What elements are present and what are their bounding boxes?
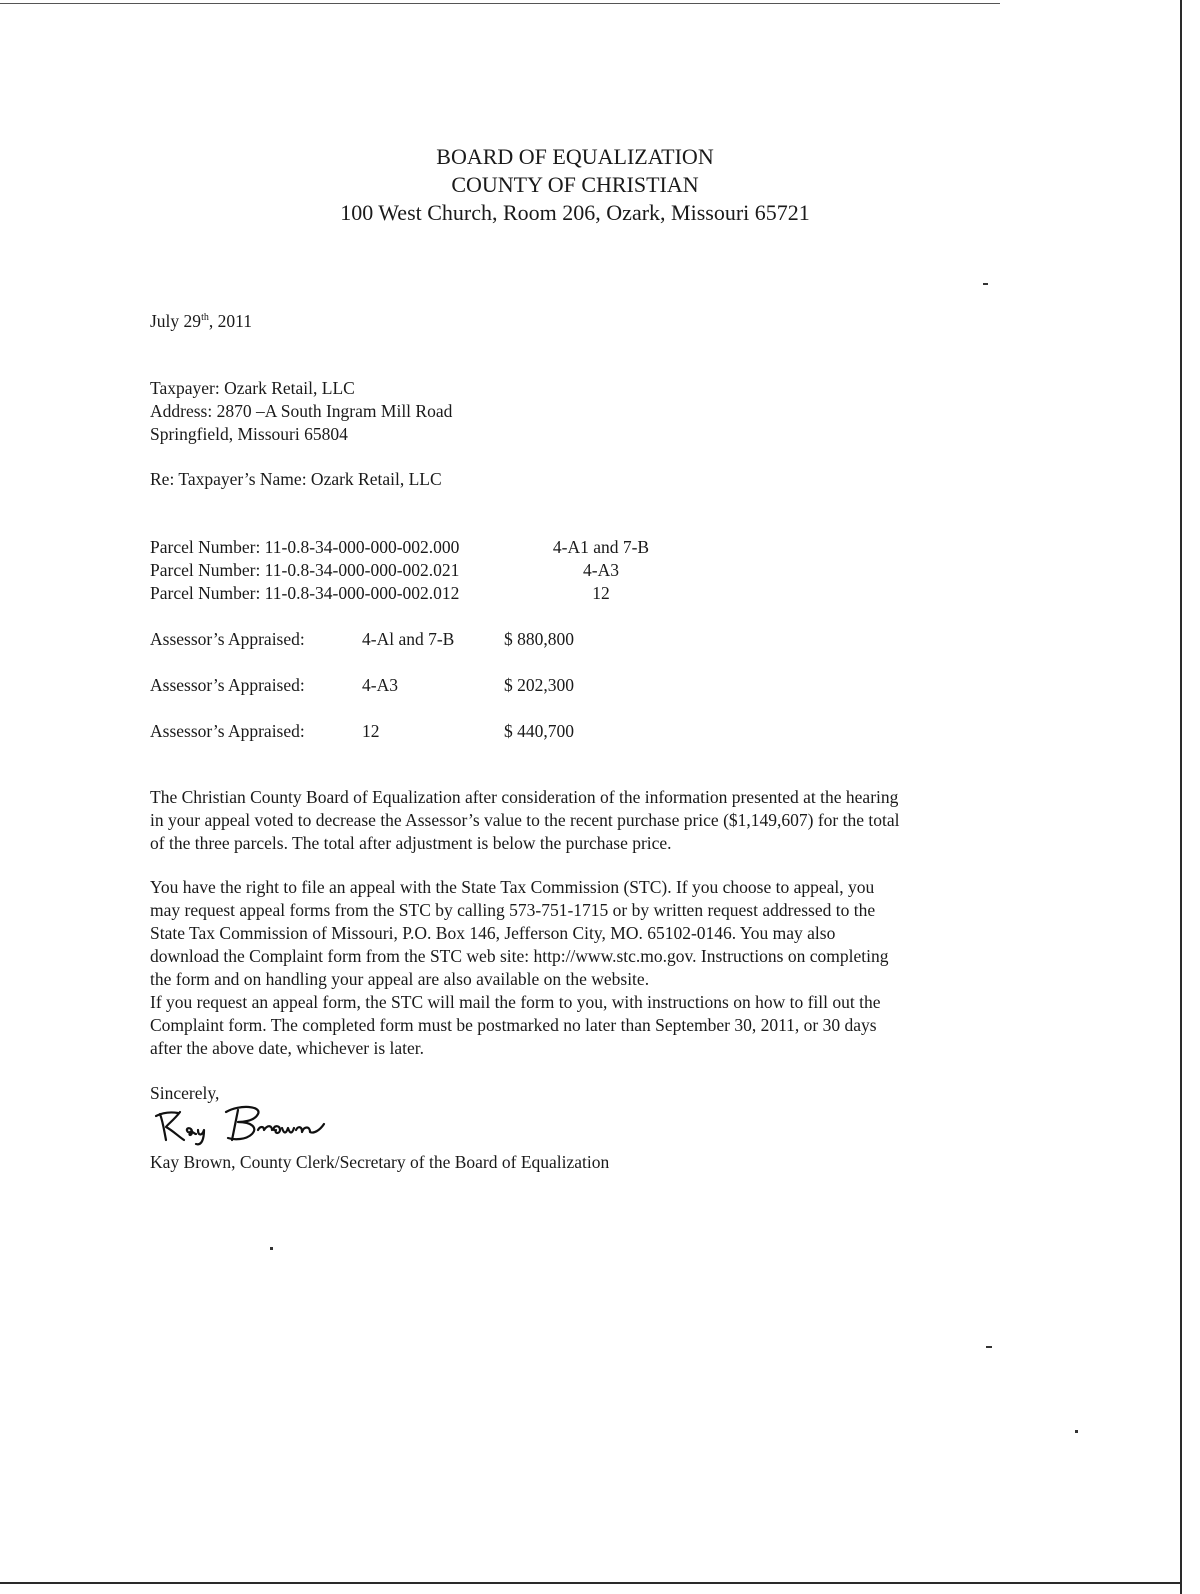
letterhead-address: 100 West Church, Room 206, Ozark, Missouri 65721 (340, 200, 810, 225)
parcel-code: 12 (592, 583, 610, 603)
re-line: Re: Taxpayer’s Name: Ozark Retail, LLC (150, 469, 442, 489)
appraisal-parcel: 4-A3 (362, 675, 398, 695)
paragraph-line: If you request an appeal form, the STC will mail the form to you, with instructions on how to fill out the (150, 992, 881, 1012)
decision-paragraph (150, 786, 1010, 855)
date-ordinal: th (201, 312, 209, 324)
parcel-number: Parcel Number: 11-0.8-34-000-000-002.021 (150, 560, 460, 580)
scan-speck (1075, 1430, 1078, 1433)
paragraph-line: after the above date, whichever is later. (150, 1038, 425, 1058)
appraisal-parcel: 4-Al and 7-B (362, 629, 455, 649)
paragraph-line: may request appeal forms from the STC by calling 573-751-1715 or by written request addressed to the (150, 900, 876, 920)
letterhead-title: BOARD OF EQUALIZATION (436, 144, 714, 169)
parcel-code: 4-A3 (583, 560, 619, 580)
parcel-code: 4-A1 and 7-B (552, 537, 650, 557)
taxpayer-name: Taxpayer: Ozark Retail, LLC (150, 378, 355, 398)
scan-edge-right (1180, 0, 1182, 1594)
appraisal-value: $ 880,800 (504, 629, 574, 649)
paragraph-line: Complaint form. The completed form must be postmarked no later than September 30, 2011, or 30 days (150, 1015, 877, 1035)
date-month-day: July 29 (150, 311, 202, 331)
letter-date (150, 310, 252, 333)
scan-speck (270, 1247, 273, 1250)
taxpayer-city: Springfield, Missouri 65804 (150, 424, 348, 444)
paragraph-line: the form and on handling your appeal are also available on the website. (150, 969, 650, 989)
parcel-row (150, 536, 710, 559)
scan-speck (983, 283, 988, 285)
paragraph-line: in your appeal voted to decrease the Assessor’s value to the recent purchase price ($1,149,607) for the total (150, 810, 900, 830)
letterhead (0, 143, 1150, 227)
paragraph-line: of the three parcels. The total after adjustment is below the purchase price. (150, 833, 672, 853)
date-year: , 2011 (208, 311, 252, 331)
parcel-row (150, 582, 710, 605)
scan-edge-top (0, 3, 1000, 4)
paragraph-line: The Christian County Board of Equalization after consideration of the information presented at the hearing (150, 787, 899, 807)
paragraph-line: download the Complaint form from the STC web site: http://www.stc.mo.gov. Instructions on completing (150, 946, 889, 966)
signer-line: Kay Brown, County Clerk/Secretary of the Board of Equalization (150, 1152, 610, 1172)
parcel-number: Parcel Number: 11-0.8-34-000-000-002.012 (150, 583, 460, 603)
paragraph-line: You have the right to file an appeal with the State Tax Commission (STC). If you choose to appeal, you (150, 877, 875, 897)
appraisal-label: Assessor’s Appraised: (150, 675, 305, 695)
parcel-number: Parcel Number: 11-0.8-34-000-000-002.000 (150, 537, 460, 557)
paragraph-line: State Tax Commission of Missouri, P.O. Box 146, Jefferson City, MO. 65102-0146. You may also (150, 923, 836, 943)
appeal-paragraph (150, 876, 1010, 1060)
appraisal-parcel: 12 (362, 721, 380, 741)
scan-speck (986, 1346, 992, 1348)
closing: Sincerely, (150, 1083, 220, 1103)
taxpayer-address: Address: 2870 –A South Ingram Mill Road (150, 401, 453, 421)
scan-edge-bottom (0, 1582, 1182, 1584)
parcel-row (150, 559, 710, 582)
appraisal-label: Assessor’s Appraised: (150, 721, 305, 741)
appraisal-label: Assessor’s Appraised: (150, 629, 305, 649)
letterhead-county: COUNTY OF CHRISTIAN (451, 172, 699, 197)
handwritten-signature (154, 1100, 344, 1151)
appraisal-value: $ 440,700 (504, 721, 574, 741)
appraisal-value: $ 202,300 (504, 675, 574, 695)
